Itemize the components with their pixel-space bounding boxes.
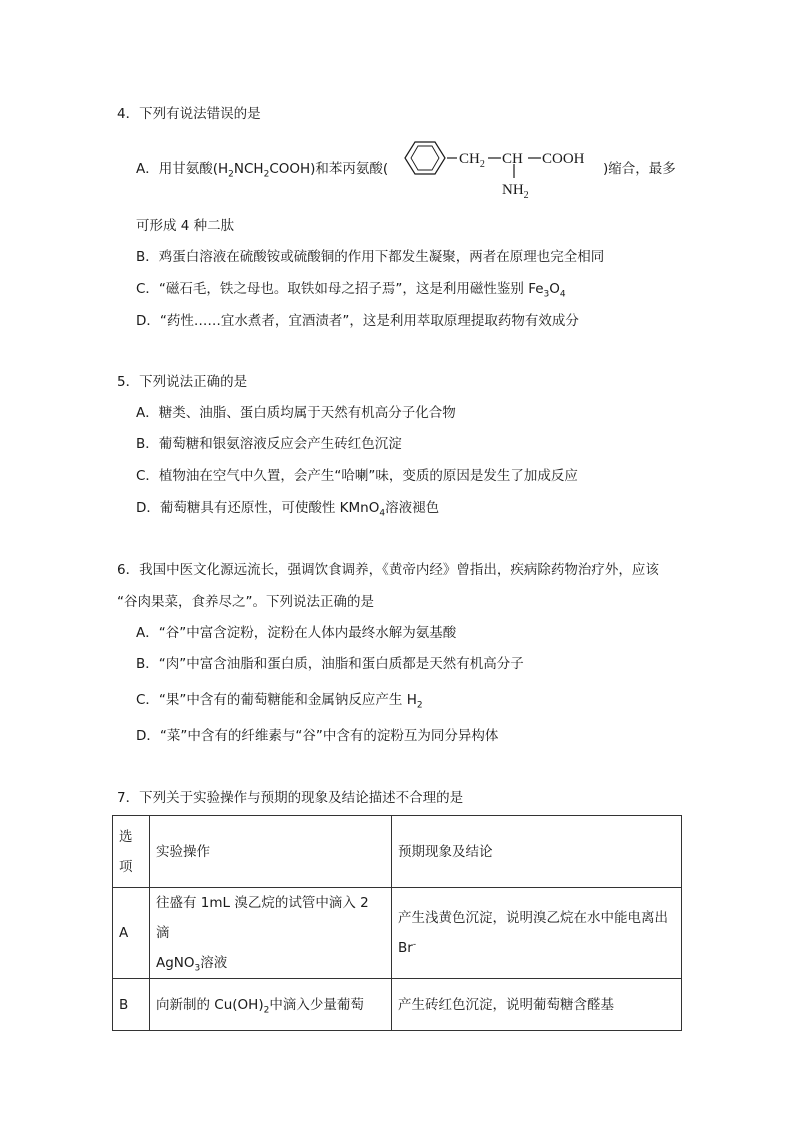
table-row — [113, 888, 682, 979]
header-result: 预期现象及结论 — [392, 816, 682, 888]
q4-option-a-tail: )缩合，最多 — [603, 161, 676, 177]
q4-option-a: A．用甘氨酸$(H_2NCH_2COOH)$和苯丙氨酸( — [136, 161, 389, 180]
phenylalanine-structure — [395, 134, 605, 204]
q6-stem-line2: “谷肉果菜，食养尽之”。下列说法正确的是 — [117, 594, 374, 610]
row-b-operation: 向新制的 $Cu(OH)_2$中滴入少量葡萄 — [150, 979, 392, 1031]
svg-text:NH2: $NH_2$ — [502, 182, 529, 201]
q6-option-a: A．“谷”中富含淀粉，淀粉在人体内最终水解为氨基酸 — [136, 625, 457, 641]
q5-option-c: C．植物油在空气中久置，会产生“哈喇”味，变质的原因是发生了加成反应 — [136, 468, 578, 484]
q5-option-a: A．糖类、油脂、蛋白质均属于天然有机高分子化合物 — [136, 405, 456, 421]
row-b-result: 产生砖红色沉淀，说明葡萄糖含醛基 — [392, 979, 682, 1031]
q5-option-d: D．葡萄糖具有还原性，可使酸性 KMnO$_4$溶液褪色 — [136, 500, 440, 519]
q5-stem: 5．下列说法正确的是 — [117, 374, 248, 390]
q4-option-c: C．“磁石毛，铁之母也。取铁如母之招子焉”，这是利用磁性鉴别 $Fe_3O_4$ — [136, 281, 566, 300]
q7-stem: 7．下列关于实验操作与预期的现象及结论描述不合理的是 — [117, 790, 464, 806]
row-a-result: 产生浅黄色沉淀，说明溴乙烷在水中能电离出 Br- — [392, 888, 682, 979]
ch2-label: CH — [459, 151, 480, 167]
header-operation: 实验操作 — [150, 816, 392, 888]
row-a-operation: 往盛有 1mL 溴乙烷的试管中滴入 2 滴 AgNO$_3$溶液 — [150, 888, 392, 979]
ch-label: CH — [502, 151, 523, 167]
q4-option-d: D．“药性……宜水煮者，宜酒渍者”，这是利用萃取原理提取药物有效成分 — [136, 313, 579, 329]
q6-option-c: C．“果”中含有的葡萄糖能和金属钠反应产生 $H_2$ — [136, 692, 423, 711]
nh2-label: NH — [502, 182, 524, 198]
q4-stem: 4．下列有说法错误的是 — [117, 106, 261, 122]
q4-option-b: B．鸡蛋白溶液在硫酸铵或硫酸铜的作用下都发生凝聚，两者在原理也完全相同 — [136, 249, 605, 265]
table-header-row — [113, 816, 682, 888]
q6-option-d: D．“菜”中含有的纤维素与“谷”中含有的淀粉互为同分异构体 — [136, 728, 499, 744]
svg-text:CH2: $CH_2$ — [459, 151, 485, 170]
q6-option-b: B．“肉”中富含油脂和蛋白质，油脂和蛋白质都是天然有机高分子 — [136, 656, 524, 672]
table-row — [113, 979, 682, 1031]
header-option: 选项 — [113, 816, 150, 888]
row-b-option: B — [113, 979, 150, 1031]
q4-option-a-continued: 可形成 4 种二肽 — [136, 218, 235, 234]
q5-option-b: B．葡萄糖和银氨溶液反应会产生砖红色沉淀 — [136, 436, 402, 452]
q6-stem-line1: 6．我国中医文化源远流长，强调饮食调养，《黄帝内经》曾指出，疾病除药物治疗外，应该 — [117, 562, 659, 578]
cooh-label: COOH — [542, 151, 585, 167]
experiment-table — [112, 815, 682, 1031]
row-a-option: A — [113, 888, 150, 979]
